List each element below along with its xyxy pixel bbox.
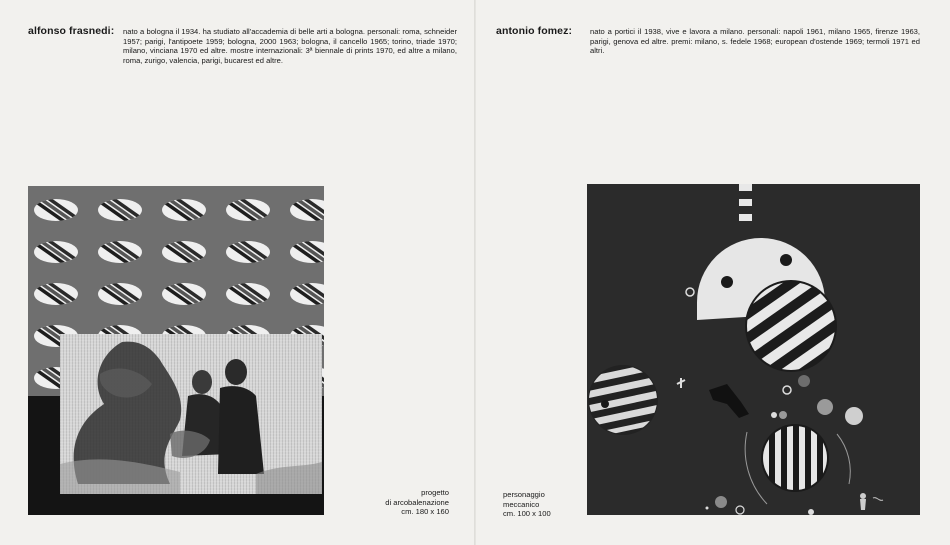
caption-dimensions: cm. 100 x 100 [503, 509, 551, 519]
caption-dimensions: cm. 180 x 160 [401, 507, 449, 517]
artist-name: antonio fomez: [496, 25, 573, 37]
cloud-stripes [284, 187, 324, 232]
caption-subtitle: meccanico [503, 499, 540, 509]
artist-bio: nato a portici il 1938, vive e lavora a milano. personali: napoli 1961, milano 1965, firenze 1963, parigi, genova ed altre. premi: milano, s. fedele 1968; european d'ostende 1969; termoli 1971 ed altri. [590, 27, 920, 56]
tapestry-figures [60, 334, 322, 494]
artist-name: alfonso frasnedi: [28, 25, 115, 37]
mechanical-figure-composition [587, 184, 920, 515]
artwork-caption [503, 490, 551, 519]
tapestry-panel [60, 334, 322, 494]
artwork-caption [341, 488, 449, 517]
cloud-stripes [284, 271, 324, 316]
artist-bio: nato a bologna il 1934. ha studiato all'accademia di belle arti a bologna. personali: roma, schneider 1957; parigi, l'antipoete 1959; bologna, 2000 1963; bologna, il cancello 1965; torino, triade 1970; milano, vinciana 1970 ed altre. mostre internazionali: 3ª biennale di prints 1970, ed altre a milano, roma, zurigo, valencia, parigi, bucarest ed altre. [123, 27, 457, 65]
left-page [0, 0, 474, 545]
cloud-stripes [284, 229, 324, 274]
caption-title: personaggio [503, 490, 545, 499]
caption-subtitle: di arcobalenazione [385, 497, 449, 507]
artwork-image-personaggio [587, 184, 920, 515]
right-page [476, 0, 950, 545]
caption-title: progetto [421, 488, 449, 497]
artwork-image-progetto [28, 186, 324, 515]
